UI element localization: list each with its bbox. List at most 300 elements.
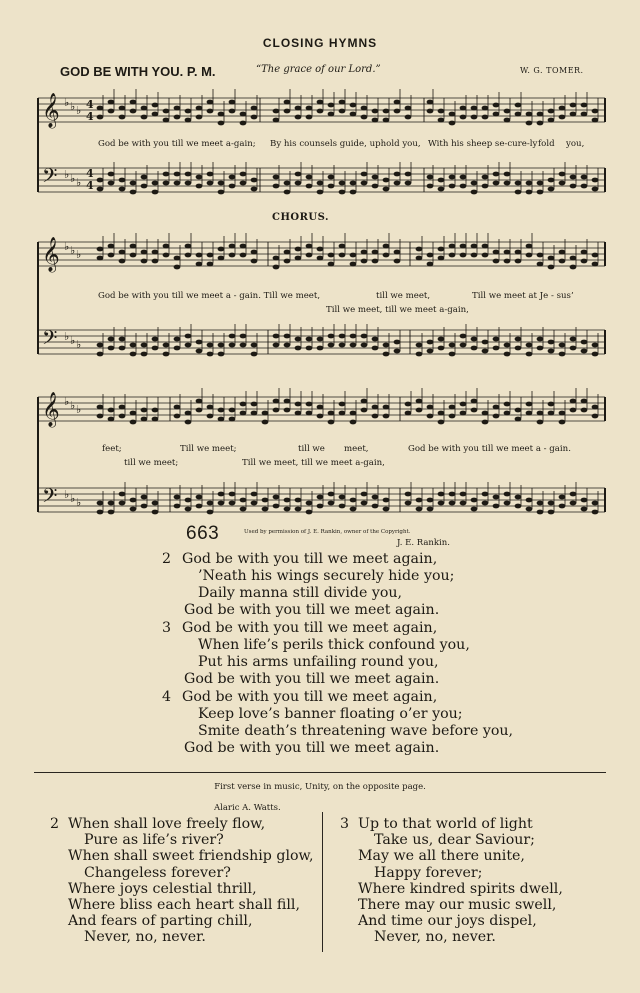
lyric-line2-a: God be with you till we meet a - gain. Till we meet, [98, 291, 321, 301]
verse-line: God be with you till we meet again. [184, 601, 440, 618]
note-head [251, 259, 258, 264]
note-head [449, 244, 456, 249]
lyric-line3-b: Till we meet; [180, 444, 237, 454]
note-head [97, 501, 104, 506]
note-head [273, 343, 280, 348]
note-head [526, 121, 533, 126]
note-head [592, 501, 599, 506]
note-head [383, 405, 390, 410]
note-head [328, 184, 335, 189]
flat-icon: ♭ [70, 172, 76, 185]
note-head [130, 411, 137, 416]
note-head [317, 495, 324, 500]
note-head [262, 507, 269, 512]
note-head [273, 265, 280, 270]
note-head [526, 244, 533, 249]
note-head [537, 181, 544, 186]
note-head [185, 498, 192, 503]
lyricist: J. E. Rankin. [397, 538, 450, 548]
note-head [306, 175, 313, 180]
note-head [515, 495, 522, 500]
note-head [284, 190, 291, 195]
note-head [570, 112, 577, 117]
note-head [306, 253, 313, 258]
note-head [229, 100, 236, 105]
note-head [438, 247, 445, 252]
note-head [328, 492, 335, 497]
note-head [581, 112, 588, 117]
note-head [295, 498, 302, 503]
note-head [262, 420, 269, 425]
verse-line: Pure as life’s river? [84, 832, 224, 849]
lyric-line3-a: feet; [102, 444, 122, 454]
note-head [306, 411, 313, 416]
time-signature: 4 [86, 167, 94, 180]
verse-line: Where bliss each heart shall fill, [68, 897, 300, 914]
verse-line: God be with you till we meet again, [182, 620, 438, 636]
note-head [405, 411, 412, 416]
note-head [152, 337, 159, 342]
note-head [405, 402, 412, 407]
note-head [119, 492, 126, 497]
note-head [273, 256, 280, 261]
verse-line: There may our music swell, [358, 897, 557, 914]
note-head [548, 265, 555, 270]
note-head [526, 253, 533, 258]
note-head [438, 492, 445, 497]
note-head [372, 337, 379, 342]
flat-icon: ♭ [64, 330, 70, 343]
note-head [504, 402, 511, 407]
note-head [427, 405, 434, 410]
note-head [251, 178, 258, 183]
composer: W. G. TOMER. [520, 66, 584, 75]
lyric-line1-c: With his sheep se-cure-ly [428, 139, 538, 149]
note-head [218, 417, 225, 422]
note-head [361, 259, 368, 264]
note-head [306, 510, 313, 515]
note-head [108, 172, 115, 177]
note-head [548, 118, 555, 123]
note-head [174, 115, 181, 120]
note-head [471, 115, 478, 120]
note-head [504, 411, 511, 416]
flat-icon: ♭ [64, 488, 70, 501]
note-head [570, 265, 577, 270]
note-head [108, 346, 115, 351]
note-head [207, 414, 214, 419]
note-head [482, 244, 489, 249]
note-head [218, 408, 225, 413]
note-head [185, 411, 192, 416]
note-head [108, 501, 115, 506]
note-head [493, 172, 500, 177]
verse-line: God be with you till we meet again, [182, 551, 438, 567]
note-head [460, 343, 467, 348]
note-head [218, 247, 225, 252]
note-head [130, 244, 137, 249]
note-head [394, 100, 401, 105]
flat-icon: ♭ [76, 104, 82, 117]
note-head [482, 411, 489, 416]
note-head [581, 507, 588, 512]
note-head [108, 510, 115, 515]
note-head [515, 259, 522, 264]
note-head [218, 121, 225, 126]
note-head [460, 184, 467, 189]
note-head [240, 181, 247, 186]
note-head [108, 109, 115, 114]
note-head [559, 504, 566, 509]
note-head [218, 190, 225, 195]
note-head [174, 495, 181, 500]
note-head [438, 187, 445, 192]
note-head [548, 349, 555, 354]
note-head [317, 256, 324, 261]
note-head [97, 187, 104, 192]
note-head [218, 492, 225, 497]
note-head [438, 501, 445, 506]
note-head [295, 411, 302, 416]
note-head [383, 244, 390, 249]
note-head [372, 184, 379, 189]
note-head [361, 399, 368, 404]
note-head [339, 190, 346, 195]
note-head [581, 349, 588, 354]
note-head [119, 405, 126, 410]
note-head [163, 181, 170, 186]
note-head [317, 100, 324, 105]
note-head [152, 346, 159, 351]
note-head [141, 343, 148, 348]
note-head [559, 250, 566, 255]
note-head [449, 352, 456, 357]
note-head [306, 337, 313, 342]
note-head [515, 417, 522, 422]
note-head [350, 181, 357, 186]
note-head [130, 352, 137, 357]
note-head [196, 106, 203, 111]
note-head [97, 352, 104, 357]
verse-line: And time our joys dispel, [358, 913, 537, 930]
note-head [449, 121, 456, 126]
flat-icon: ♭ [64, 96, 70, 109]
flat-icon: ♭ [64, 395, 70, 408]
verse-line: Daily manna still divide you, [198, 584, 403, 601]
note-head [570, 492, 577, 497]
note-head [174, 346, 181, 351]
note-head [229, 417, 236, 422]
note-head [229, 175, 236, 180]
bass-clef-icon: 𝄢 [42, 484, 58, 512]
note-head [537, 253, 544, 258]
flat-icon: ♭ [76, 403, 82, 416]
note-head [482, 106, 489, 111]
note-head [515, 504, 522, 509]
note-head [328, 253, 335, 258]
note-head [493, 337, 500, 342]
note-head [427, 262, 434, 267]
note-head [438, 109, 445, 114]
note-head [548, 340, 555, 345]
note-head [383, 352, 390, 357]
note-head [108, 337, 115, 342]
note-head [416, 256, 423, 261]
note-head [460, 492, 467, 497]
note-head [218, 181, 225, 186]
note-head [361, 172, 368, 177]
note-head [174, 405, 181, 410]
note-head [97, 510, 104, 515]
note-head [394, 109, 401, 114]
flat-icon: ♭ [70, 100, 76, 113]
note-head [196, 349, 203, 354]
note-head [515, 337, 522, 342]
column-divider [322, 812, 323, 952]
note-head [548, 510, 555, 515]
note-head [449, 405, 456, 410]
note-head [449, 253, 456, 258]
note-head [471, 507, 478, 512]
note-head [427, 507, 434, 512]
note-head [548, 402, 555, 407]
note-head [218, 343, 225, 348]
note-head [97, 247, 104, 252]
note-head [163, 253, 170, 258]
note-head [416, 247, 423, 252]
note-head [526, 181, 533, 186]
note-head [284, 259, 291, 264]
note-head [361, 250, 368, 255]
note-head [493, 346, 500, 351]
note-head [229, 184, 236, 189]
lyric-line2-c: Till we meet at Je - sus’ [472, 291, 574, 301]
note-head [394, 172, 401, 177]
note-head [328, 103, 335, 108]
note-head [163, 109, 170, 114]
note-head [130, 498, 137, 503]
verse-line: Put his arms unfailing round you, [198, 653, 439, 670]
note-head [185, 343, 192, 348]
note-head [350, 112, 357, 117]
note-head [262, 498, 269, 503]
note-head [592, 352, 599, 357]
note-head [295, 337, 302, 342]
note-head [141, 106, 148, 111]
note-head [581, 175, 588, 180]
note-head [515, 346, 522, 351]
note-head [284, 181, 291, 186]
note-head [141, 504, 148, 509]
note-head [119, 250, 126, 255]
note-head [339, 244, 346, 249]
verse-line: When shall sweet friendship glow, [68, 848, 314, 865]
note-head [537, 121, 544, 126]
note-head [196, 253, 203, 258]
lyric-line2-alt: Till we meet, till we meet a-gain, [326, 305, 469, 315]
note-head [185, 253, 192, 258]
note-head [394, 250, 401, 255]
note-head [581, 399, 588, 404]
note-head [405, 115, 412, 120]
note-head [504, 181, 511, 186]
note-head [504, 343, 511, 348]
note-head [570, 184, 577, 189]
flat-icon: ♭ [76, 496, 82, 509]
note-head [416, 408, 423, 413]
note-head [251, 501, 258, 506]
note-head [240, 121, 247, 126]
note-head [339, 100, 346, 105]
note-head [526, 112, 533, 117]
lyric-line3-d: meet, [344, 444, 369, 454]
note-head [471, 399, 478, 404]
second-hymn-verse-2 [50, 816, 314, 946]
note-head [559, 106, 566, 111]
note-head [427, 498, 434, 503]
note-head [460, 334, 467, 339]
note-head [163, 118, 170, 123]
note-head [207, 352, 214, 357]
note-head [152, 112, 159, 117]
note-head [482, 420, 489, 425]
time-signature: 4 [86, 179, 94, 192]
note-head [526, 411, 533, 416]
note-head [526, 352, 533, 357]
note-head [108, 417, 115, 422]
note-head [273, 408, 280, 413]
note-head [493, 181, 500, 186]
note-head [570, 501, 577, 506]
note-head [251, 343, 258, 348]
note-head [504, 259, 511, 264]
note-head [119, 346, 126, 351]
note-head [185, 420, 192, 425]
note-head [350, 343, 357, 348]
note-head [108, 100, 115, 105]
note-head [350, 507, 357, 512]
note-head [460, 402, 467, 407]
note-head [592, 510, 599, 515]
note-head [119, 259, 126, 264]
note-head [97, 343, 104, 348]
note-head [295, 106, 302, 111]
note-head [273, 495, 280, 500]
page-header: CLOSING HYMNS [262, 36, 378, 50]
note-head [482, 340, 489, 345]
note-head [141, 115, 148, 120]
note-head [240, 402, 247, 407]
note-head [152, 190, 159, 195]
note-head [449, 184, 456, 189]
note-head [350, 262, 357, 267]
verse-number: 4 [162, 689, 172, 705]
note-head [317, 405, 324, 410]
note-head [361, 106, 368, 111]
note-head [504, 352, 511, 357]
note-head [108, 408, 115, 413]
note-head [361, 492, 368, 497]
note-head [174, 181, 181, 186]
note-head [317, 190, 324, 195]
hymn-number: 663 [186, 523, 220, 544]
note-head [592, 178, 599, 183]
note-head [295, 507, 302, 512]
note-head [130, 420, 137, 425]
note-head [559, 172, 566, 177]
lyric-line3-c: till we [298, 444, 325, 454]
note-head [526, 402, 533, 407]
note-head [328, 175, 335, 180]
note-head [372, 118, 379, 123]
verse-line: Happy forever; [374, 864, 483, 881]
verse-line: May we all there unite, [358, 848, 525, 865]
note-head [493, 112, 500, 117]
note-head [361, 115, 368, 120]
note-head [427, 414, 434, 419]
note-head [537, 346, 544, 351]
note-head [295, 256, 302, 261]
note-head [196, 399, 203, 404]
note-head [372, 250, 379, 255]
note-head [306, 402, 313, 407]
note-head [163, 172, 170, 177]
note-head [251, 250, 258, 255]
flat-icon: ♭ [70, 334, 76, 347]
note-head [229, 408, 236, 413]
verse-line: God be with you till we meet again. [184, 670, 440, 687]
note-head [515, 250, 522, 255]
note-head [295, 172, 302, 177]
note-head [482, 115, 489, 120]
copyright-permission: Used by permission of J. E. Rankin, owner of the Copyright. [244, 529, 411, 535]
note-head [372, 259, 379, 264]
verse-line: Up to that world of light [358, 816, 533, 832]
note-head [339, 253, 346, 258]
note-head [152, 408, 159, 413]
note-head [339, 495, 346, 500]
note-head [438, 256, 445, 261]
flat-icon: ♭ [64, 168, 70, 181]
note-head [240, 411, 247, 416]
note-head [372, 414, 379, 419]
note-head [207, 181, 214, 186]
note-head [218, 112, 225, 117]
verse-line: When shall love freely flow, [68, 816, 266, 832]
note-head [471, 253, 478, 258]
chorus-label: CHORUS. [272, 212, 329, 223]
note-head [97, 115, 104, 120]
verse-number: 3 [340, 816, 350, 832]
note-head [152, 259, 159, 264]
note-head [185, 109, 192, 114]
note-head [416, 507, 423, 512]
note-head [383, 343, 390, 348]
note-head [119, 115, 126, 120]
note-head [273, 118, 280, 123]
second-hymn-author: Alaric A. Watts. [214, 803, 281, 813]
bass-clef-icon: 𝄢 [42, 326, 58, 354]
note-head [383, 178, 390, 183]
note-head [526, 507, 533, 512]
note-head [383, 118, 390, 123]
note-head [196, 175, 203, 180]
note-head [207, 109, 214, 114]
note-head [339, 109, 346, 114]
note-head [328, 112, 335, 117]
note-head [559, 181, 566, 186]
note-head [185, 181, 192, 186]
